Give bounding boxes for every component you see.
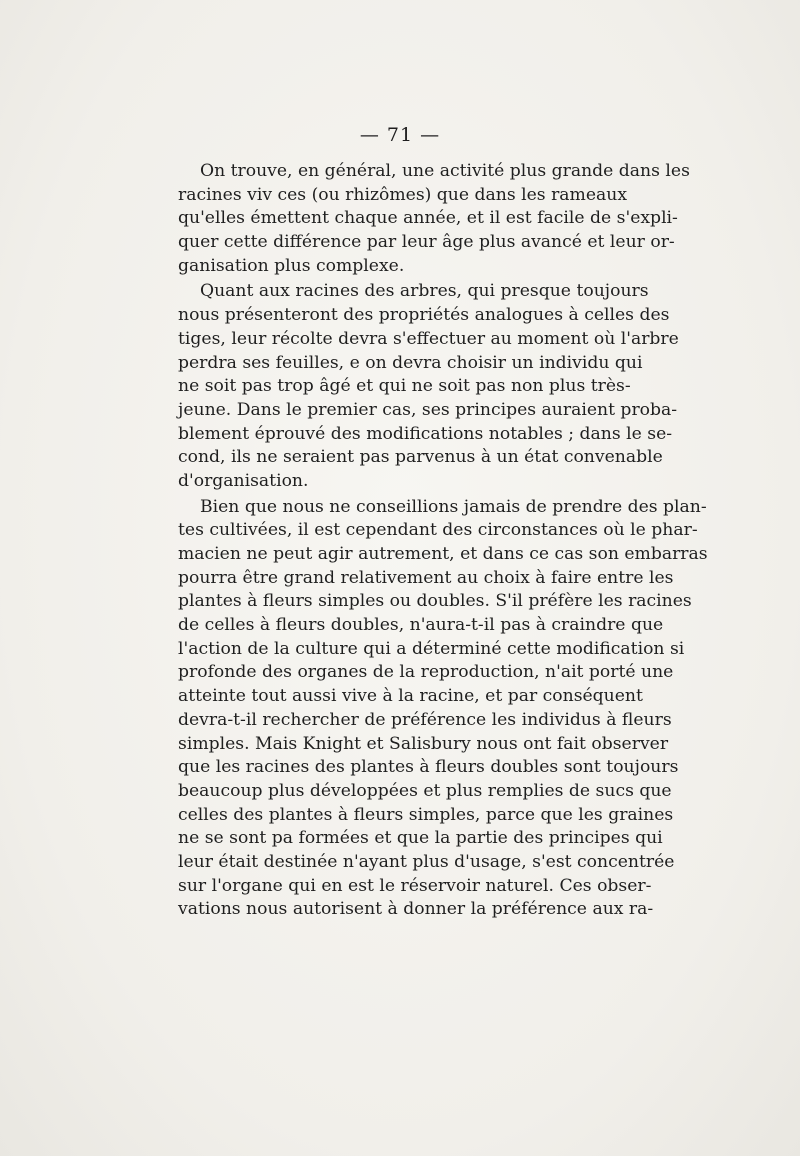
text-line: nous présenteront des propriétés analogues à celles des [178,305,670,326]
text-line: quer cette différence par leur âge plus avancé et leur or- [178,232,675,253]
body-text [178,160,708,922]
text-line: simples. Mais Knight et Salisbury nous ont fait observer [178,733,669,754]
paragraph-1 [178,160,690,278]
text-line: tes cultivées, il est cependant des circonstances où le phar- [178,520,698,541]
paragraph-3 [178,496,708,922]
text-line: d'organisation. [178,470,309,491]
text-line: ne se sont pa formées et que la partie des principes qui [178,828,663,849]
text-line: que les racines des plantes à fleurs doubles sont toujours [178,757,679,778]
text-line: jeune. Dans le premier cas, ses principes auraient proba- [178,399,678,420]
text-line: celles des plantes à fleurs simples, parce que les graines [178,804,674,825]
text-line: plantes à fleurs simples ou doubles. S'il préfère les racines [178,591,692,612]
text-line: sur l'organe qui en est le réservoir naturel. Ces obser- [178,875,652,896]
text-line: leur était destinée n'ayant plus d'usage, s'est concentrée [178,851,675,872]
text-line: devra-t-il rechercher de préférence les individus à fleurs [178,709,672,730]
text-line: l'action de la culture qui a déterminé cette modification si [178,638,685,659]
text-line: tiges, leur récolte devra s'effectuer au moment où l'arbre [178,328,679,349]
page-number: — 71 — [359,124,441,146]
text-line: ganisation plus complexe. [178,255,405,276]
text-line: vations nous autorisent à donner la préférence aux ra- [178,899,654,920]
text-line: beaucoup plus développées et plus remplies de sucs que [178,780,672,801]
text-line: On trouve, en général, une activité plus grande dans les [200,161,690,181]
text-line: Bien que nous ne conseillions jamais de prendre des plan- [200,496,707,517]
text-line: perdra ses feuilles, e on devra choisir un individu qui [178,352,643,373]
text-line: atteinte tout aussi vive à la racine, et par conséquent [178,686,643,707]
text-line: Quant aux racines des arbres, qui presque toujours [200,281,649,302]
text-line: pourra être grand relativement au choix à faire entre les [178,567,674,588]
text-line: ne soit pas trop âgé et qui ne soit pas non plus très- [178,376,631,397]
paragraph-2 [178,280,679,493]
text-line: cond, ils ne seraient pas parvenus à un état convenable [178,447,663,468]
text-line: profonde des organes de la reproduction, n'ait porté une [178,662,674,683]
text-line: macien ne peut agir autrement, et dans ce cas son embarras [178,544,708,564]
text-line: blement éprouvé des modifications notables ; dans le se- [178,423,673,444]
text-line: qu'elles émettent chaque année, et il est facile de s'expli- [178,208,678,229]
text-line: racines viv ces (ou rhizômes) que dans les rameaux [178,184,628,205]
text-line: de celles à fleurs doubles, n'aura-t-il pas à craindre que [178,615,664,636]
